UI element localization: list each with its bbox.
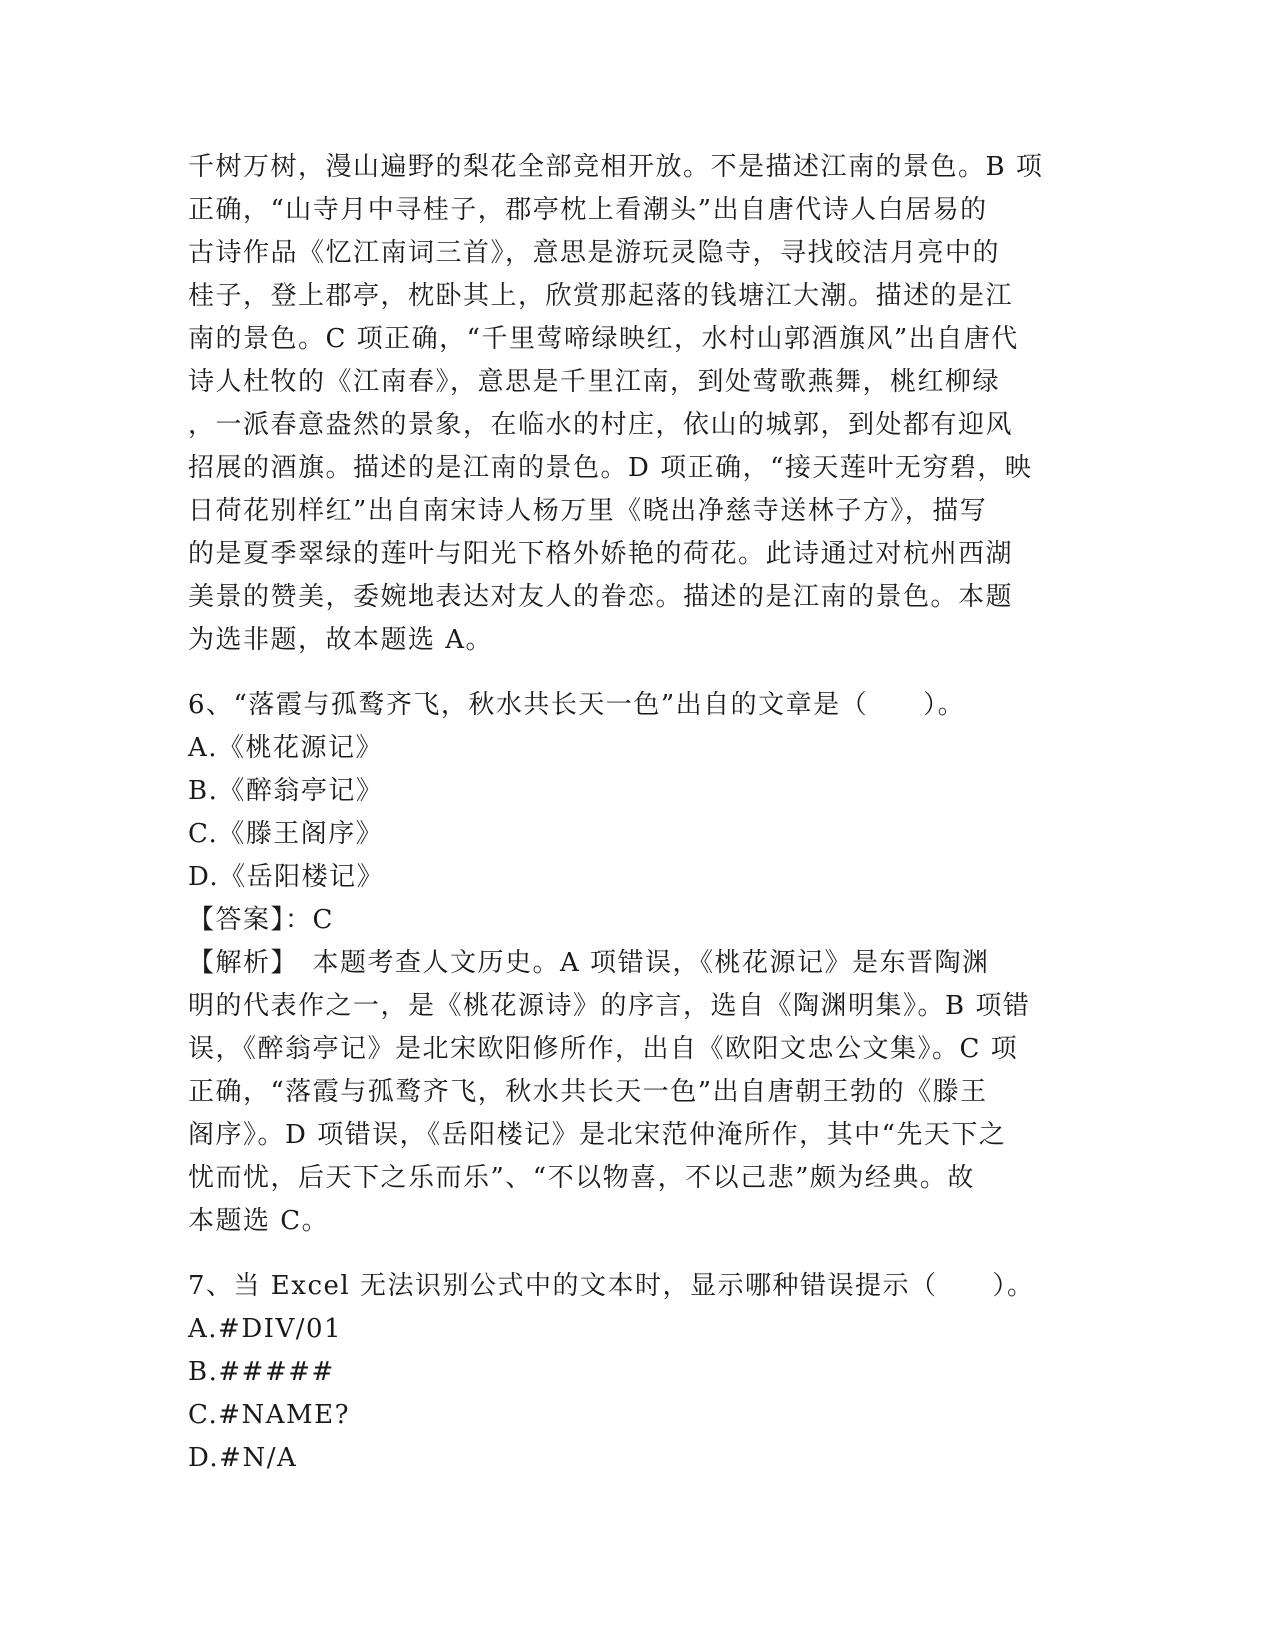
- paragraph-line: 日荷花别样红”出自南宋诗人杨万里《晓出净慈寺送林子方》，描写: [188, 496, 988, 526]
- document-body: [188, 146, 1088, 1480]
- paragraph-line: 为选非题，故本题选 A。: [188, 625, 494, 655]
- explanation-q5: [188, 146, 1088, 662]
- paragraph-line: 美景的赞美，委婉地表达对友人的眷恋。描述的是江南的景色。本题: [188, 582, 1014, 612]
- paragraph-line: 南的景色。C 项正确，“千里莺啼绿映红，水村山郭酒旗风”出自唐代: [188, 324, 1019, 354]
- analysis-line: 明的代表作之一，是《桃花源诗》的序言，选自《陶渊明集》。B 项错: [188, 991, 1031, 1021]
- option-a: A.#DIV/01: [188, 1314, 343, 1344]
- question-6: [188, 684, 1088, 1243]
- option-a: A.《桃花源记》: [188, 733, 384, 763]
- option-b: B.《醉翁亭记》: [188, 776, 384, 806]
- analysis-line: 阁序》。D 项错误，《岳阳楼记》是北宋范仲淹所作，其中“先天下之: [188, 1120, 1007, 1150]
- question-stem: 7、当 Excel 无法识别公式中的文本时，显示哪种错误提示（ ）。: [188, 1271, 1035, 1301]
- paragraph-line: ，一派春意盎然的景象，在临水的村庄，依山的城郭，到处都有迎风: [188, 410, 1014, 440]
- paragraph-line: 桂子，登上郡亭，枕卧其上，欣赏那起落的钱塘江大潮。描述的是江: [188, 281, 1014, 311]
- paragraph-line: 正确，“山寺月中寻桂子，郡亭枕上看潮头”出自唐代诗人白居易的: [188, 195, 988, 225]
- paragraph-line: 千树万树，漫山遍野的梨花全部竞相开放。不是描述江南的景色。B 项: [188, 152, 1044, 182]
- analysis-line: 【解析】 本题考查人文历史。A 项错误，《桃花源记》是东晋陶渊: [188, 948, 990, 978]
- analysis-line: 误，《醉翁亭记》是北宋欧阳修所作，出自《欧阳文忠公文集》。C 项: [188, 1034, 1019, 1064]
- option-d: D.#N/A: [188, 1443, 298, 1473]
- answer-line: 【答案】：C: [188, 905, 334, 935]
- paragraph-line: 招展的酒旗。描述的是江南的景色。D 项正确，“接天莲叶无穷碧，映: [188, 453, 1033, 483]
- analysis-line: 忧而忧，后天下之乐而乐”、“不以物喜，不以己悲”颇为经典。故: [188, 1163, 975, 1193]
- option-c: C.《滕王阁序》: [188, 819, 384, 849]
- option-b: B.#####: [188, 1357, 335, 1387]
- analysis-line: 本题选 C。: [188, 1206, 330, 1236]
- spacer: [188, 662, 1088, 684]
- analysis-line: 正确，“落霞与孤鹜齐飞，秋水共长天一色”出自唐朝王勃的《滕王: [188, 1077, 988, 1107]
- option-d: D.《岳阳楼记》: [188, 862, 385, 892]
- paragraph-line: 诗人杜牧的《江南春》，意思是千里江南，到处莺歌燕舞，桃红柳绿: [188, 367, 1001, 397]
- question-7: [188, 1265, 1088, 1480]
- paragraph-line: 的是夏季翠绿的莲叶与阳光下格外娇艳的荷花。此诗通过对杭州西湖: [188, 539, 1014, 569]
- option-c: C.#NAME?: [188, 1400, 351, 1430]
- paragraph-line: 古诗作品《忆江南词三首》，意思是游玩灵隐寺，寻找皎洁月亮中的: [188, 238, 1001, 268]
- question-stem: 6、“落霞与孤鹜齐飞，秋水共长天一色”出自的文章是（ ）。: [188, 690, 966, 720]
- spacer: [188, 1243, 1088, 1265]
